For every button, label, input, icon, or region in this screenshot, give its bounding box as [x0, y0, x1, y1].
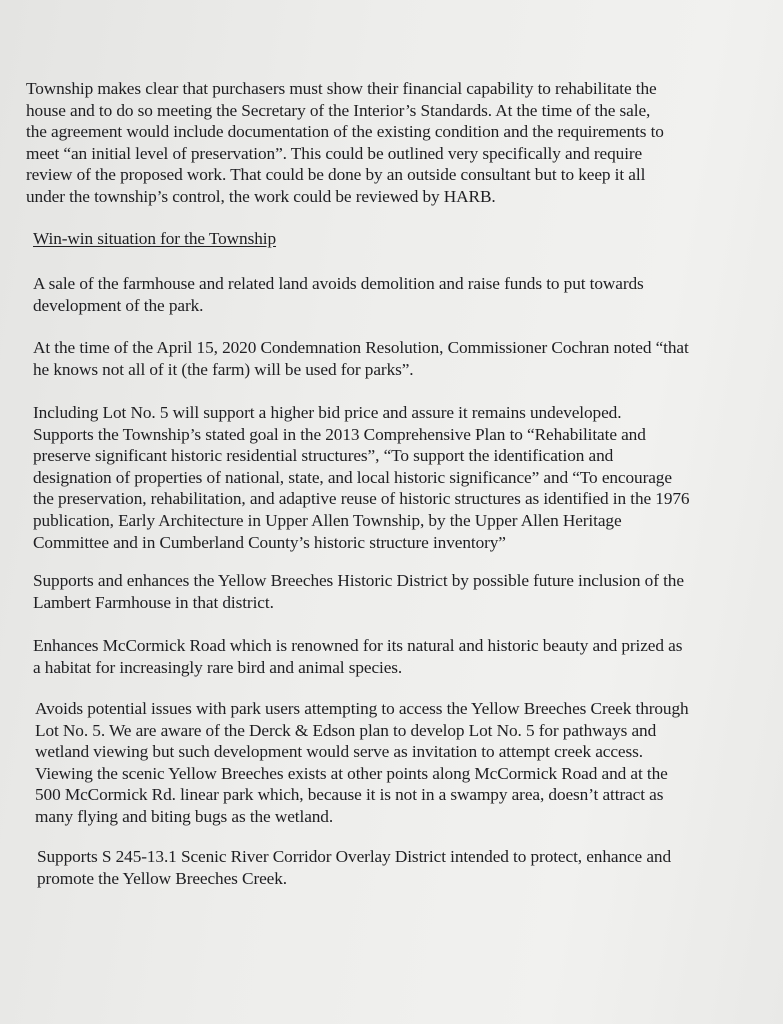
text-line: Lambert Farmhouse in that district.	[33, 592, 274, 612]
text-line: promote the Yellow Breeches Creek.	[37, 868, 287, 888]
text-line: house and to do so meeting the Secretary of the Interior’s Standards. At the time of the sale,	[26, 100, 651, 120]
paragraph	[33, 635, 682, 678]
text-line: development of the park.	[33, 295, 204, 315]
text-line: under the township’s control, the work could be reviewed by HARB.	[26, 186, 496, 206]
paragraph	[26, 78, 664, 208]
paragraph	[33, 570, 684, 613]
text-line: meet “an initial level of preservation”. This could be outlined very specifically and require	[26, 143, 643, 163]
paragraph	[33, 273, 644, 316]
section-heading	[33, 228, 276, 250]
text-line: Committee and in Cumberland County’s historic structure inventory”	[33, 532, 506, 552]
text-line: wetland viewing but such development would serve as invitation to attempt creek access.	[35, 742, 643, 762]
text-line: Lot No. 5. We are aware of the Derck & Edson plan to develop Lot No. 5 for pathways and	[35, 720, 657, 740]
paragraph	[35, 698, 689, 828]
text-line: Supports S 245-13.1 Scenic River Corridor Overlay District intended to protect, enhance and	[37, 847, 671, 866]
text-line: a habitat for increasingly rare bird and animal species.	[33, 657, 403, 677]
text-line: review of the proposed work. That could be done by an outside consultant but to keep it all	[26, 165, 646, 185]
text-line: designation of properties of national, state, and local historic significance” and “To encourage	[33, 467, 672, 487]
paragraph	[37, 846, 671, 889]
paragraph	[33, 337, 689, 380]
text-line: Win-win situation for the Township	[33, 229, 277, 248]
text-line: Avoids potential issues with park users attempting to access the Yellow Breeches Creek through	[35, 699, 689, 718]
text-line: Enhances McCormick Road which is renowned for its natural and historic beauty and prized as	[33, 636, 683, 655]
text-line: Supports the Township’s stated goal in the 2013 Comprehensive Plan to “Rehabilitate and	[33, 424, 646, 444]
text-line: the agreement would include documentation of the existing condition and the requirements to	[26, 122, 664, 142]
text-line: preserve significant historic residential structures”, “To support the identification and	[33, 446, 614, 466]
paragraph	[33, 402, 689, 553]
text-line: At the time of the April 15, 2020 Condemnation Resolution, Commissioner Cochran noted “that	[33, 338, 689, 357]
text-line: A sale of the farmhouse and related land avoids demolition and raise funds to put towards	[33, 274, 644, 293]
text-line: Including Lot No. 5 will support a higher bid price and assure it remains undeveloped.	[33, 403, 622, 422]
text-line: publication, Early Architecture in Upper Allen Township, by the Upper Allen Heritage	[33, 510, 622, 530]
text-line: Township makes clear that purchasers must show their financial capability to rehabilitate the	[26, 79, 657, 98]
text-line: 500 McCormick Rd. linear park which, because it is not in a swampy area, doesn’t attract as	[35, 785, 664, 805]
text-line: he knows not all of it (the farm) will be used for parks”.	[33, 359, 414, 379]
text-line: the preservation, rehabilitation, and adaptive reuse of historic structures as identified in the 1976	[33, 489, 690, 509]
text-line: Viewing the scenic Yellow Breeches exists at other points along McCormick Road and at the	[35, 763, 668, 783]
text-line: many flying and biting bugs as the wetland.	[35, 806, 334, 826]
text-line: Supports and enhances the Yellow Breeches Historic District by possible future inclusion of the	[33, 571, 684, 590]
